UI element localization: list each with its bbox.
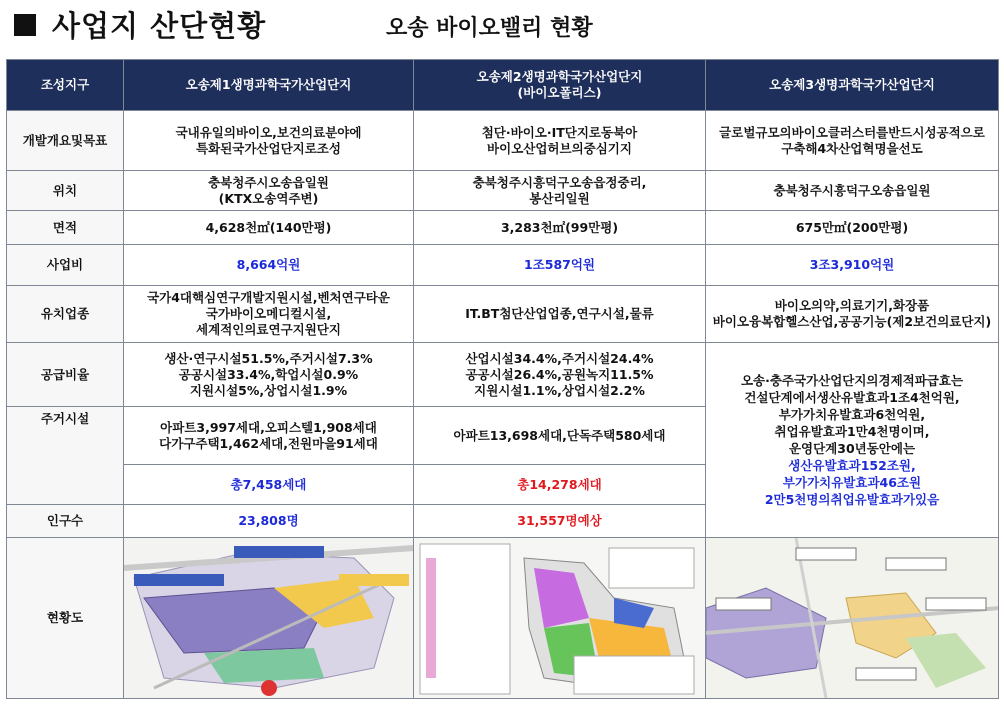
cell-c1-location: 충북청주시오송읍일원 (KTX오송역주변) — [124, 171, 414, 211]
row-label: 주거시설 — [7, 407, 124, 505]
site-map-2 — [414, 538, 705, 698]
cell-c2-housing-total: 총14,278세대 — [414, 465, 706, 505]
cell-c1-goal: 국내유일의바이오,보건의료분야에 특화된국가산업단지로조성 — [124, 111, 414, 171]
cell-c3-cost: 3조3,910억원 — [706, 245, 999, 286]
table-row-map — [7, 538, 999, 699]
cell-c2-map — [414, 538, 706, 699]
cell-c2-area: 3,283천㎡(99만평) — [414, 211, 706, 245]
table-row-location — [7, 171, 999, 211]
cell-c1-supply: 생산·연구시설51.5%,주거시설7.3% 공공시설33.4%,학업시설0.9% 지원시설5%,상업시설1.9% — [124, 343, 414, 407]
column-header: 오송제2생명과학국가산업단지 (바이오폴리스) — [414, 60, 706, 111]
industrial-complex-table — [6, 59, 999, 699]
cell-c3-area: 675만㎡(200만평) — [706, 211, 999, 245]
column-header: 조성지구 — [7, 60, 124, 111]
cell-c3-goal: 글로벌규모의바이오클러스터를반드시성공적으로 구축해4차산업혁명을선도 — [706, 111, 999, 171]
cell-c1-housing-total: 총7,458세대 — [124, 465, 414, 505]
row-label: 면적 — [7, 211, 124, 245]
table-row-cost — [7, 245, 999, 286]
title-square-icon — [14, 14, 36, 36]
table-row-goal — [7, 111, 999, 171]
economic-effect-text: 오송·충주국가산업단지의경제적파급효는 건설단계에서생산유발효과1조4천억원, 부가가치유발효과6천억원, 취업유발효과1만4천명이며, 운영단계30년동안에는 — [740, 373, 964, 456]
row-label: 공급비율 — [7, 343, 124, 407]
row-label: 인구수 — [7, 505, 124, 538]
site-map-3 — [706, 538, 998, 698]
cell-c3-map — [706, 538, 999, 699]
cell-c1-housing: 아파트3,997세대,오피스텔1,908세대 다가구주택1,462세대,전원마을91세대 — [124, 407, 414, 465]
row-label: 개발개요및목표 — [7, 111, 124, 171]
column-header: 오송제1생명과학국가산업단지 — [124, 60, 414, 111]
table-row-industry — [7, 286, 999, 343]
economic-effect-highlight: 생산유발효과152조원, 부가가치유발효과46조원 2만5천명의취업유발효과가있음 — [764, 458, 940, 507]
table-header-row — [7, 60, 999, 111]
page-subtitle: 오송 바이오밸리 현황 — [386, 16, 593, 41]
cell-c2-population: 31,557명예상 — [414, 505, 706, 538]
cell-c1-area: 4,628천㎡(140만평) — [124, 211, 414, 245]
cell-c2-supply: 산업시설34.4%,주거시설24.4% 공공시설26.4%,공원녹지11.5% 지원시설1.1%,상업시설2.2% — [414, 343, 706, 407]
cell-c1-cost: 8,664억원 — [124, 245, 414, 286]
cell-c3-industry: 바이오의약,의료기기,화장품 바이오융복합헬스산업,공공기능(제2보건의료단지) — [706, 286, 999, 343]
cell-c1-map — [124, 538, 414, 699]
site-map-1 — [124, 538, 413, 698]
table-row-supply — [7, 343, 999, 407]
column-header: 오송제3생명과학국가산업단지 — [706, 60, 999, 111]
row-label: 현황도 — [7, 538, 124, 699]
page-title: 사업지 산단현황 — [52, 9, 267, 43]
row-label: 유치업종 — [7, 286, 124, 343]
table-row-area — [7, 211, 999, 245]
cell-c2-cost: 1조587억원 — [414, 245, 706, 286]
cell-c1-industry: 국가4대핵심연구개발지원시설,벤처연구타운 국가바이오메디컬시설, 세계적인의료연구지원단지 — [124, 286, 414, 343]
cell-c2-goal: 첨단·바이오·IT단지로동북아 바이오산업허브의중심기지 — [414, 111, 706, 171]
cell-c3-location: 충북청주시흥덕구오송읍일원 — [706, 171, 999, 211]
cell-c2-industry: IT.BT첨단산업업종,연구시설,물류 — [414, 286, 706, 343]
cell-c1-population: 23,808명 — [124, 505, 414, 538]
title-bar — [0, 0, 1004, 58]
cell-c2-location: 충북청주시흥덕구오송읍정중리, 봉산리일원 — [414, 171, 706, 211]
cell-c3-economic-effect — [706, 343, 999, 538]
cell-c2-housing: 아파트13,698세대,단독주택580세대 — [414, 407, 706, 465]
row-label: 사업비 — [7, 245, 124, 286]
row-label: 위치 — [7, 171, 124, 211]
